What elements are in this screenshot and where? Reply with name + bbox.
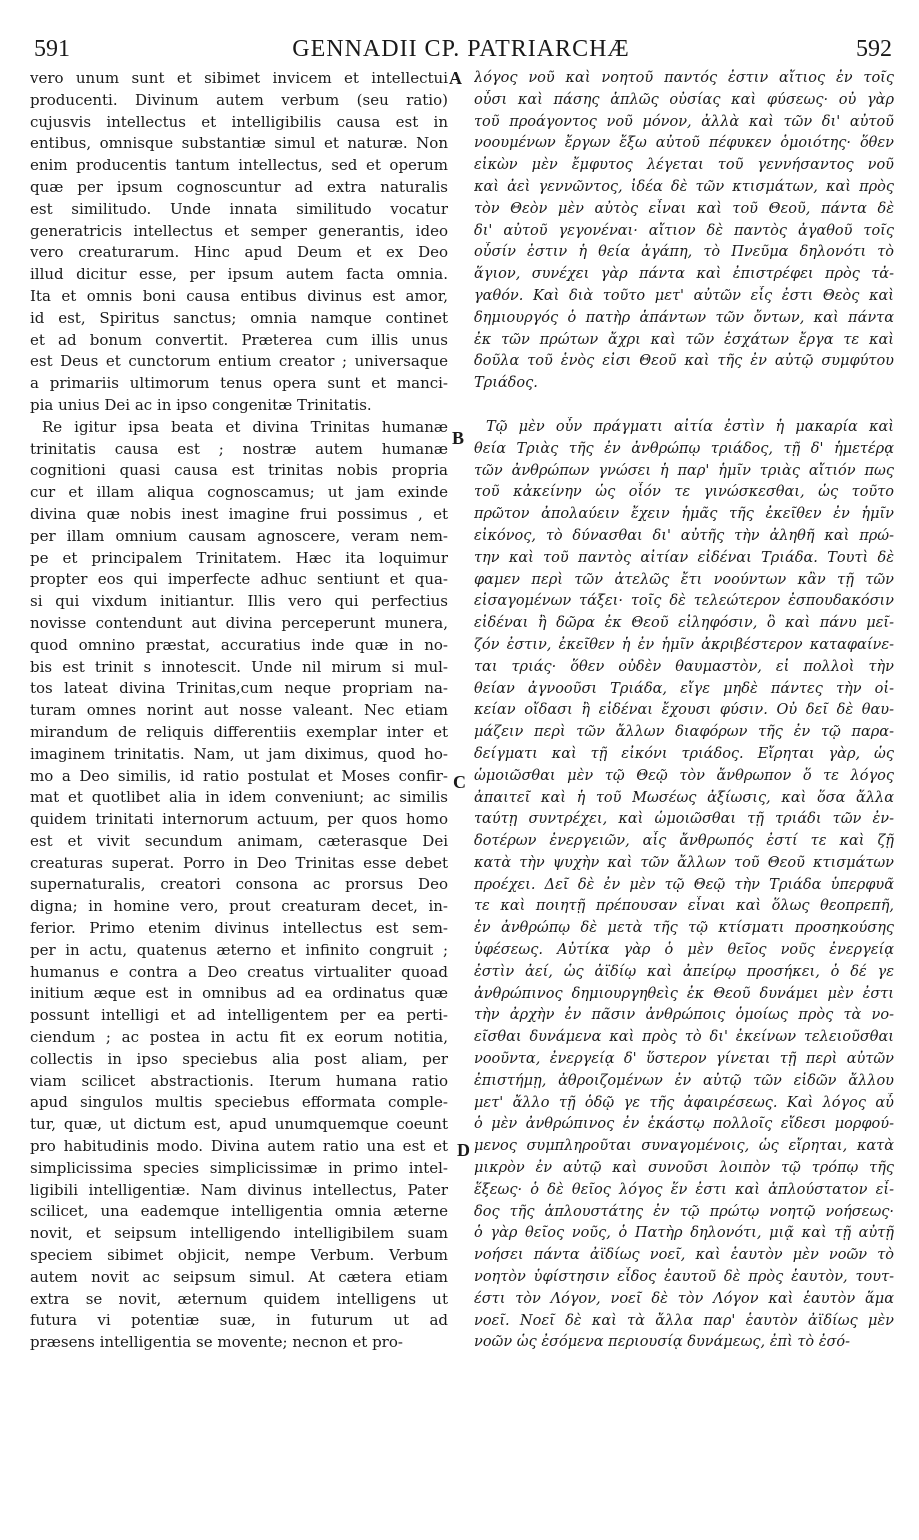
text-line: γαθόν. Καὶ διὰ τοῦτο μετ' αὐτῶν εἷς ἐστι Θεὸς καὶ [474,287,894,304]
text-line: τὴν ἀρχὴν ἐν πᾶσιν ἀνθρώποις ὁμοίως πρὸς τὰ νο- [474,1007,894,1024]
text-line: δείγματι καὶ τῇ εἰκόνι τριάδος. Εἴρηται γὰρ, ὡς [474,745,894,762]
text-line: imaginem trinitatis. Nam, ut jam diximus, quod ho- [30,744,448,763]
latin-column [30,68,448,1354]
text-line: creaturas superat. Porro in Deo Trinitas esse debet [30,853,448,872]
text-line: tur, quæ, ut dictum est, apud unumquemque coeunt [30,1115,448,1134]
text-line: tos lateat divina Trinitas,cum neque propriam na- [30,679,448,698]
text-line: pia unius Dei ac in ipso congenitæ Trinitatis. [30,395,372,414]
text-line: δος τῆς ἁπλουστάτης ἐν τῷ πρώτῳ νοητῷ νοήσεως· [474,1203,894,1220]
text-line: trinitatis causa est ; nostræ autem humanæ [30,439,448,458]
text-line: humanus e contra a Deo creatus virtualiter quoad [30,962,448,981]
text-line: scilicet, una eademque intelligentia omnia æterne [30,1202,448,1221]
text-line: propter eos qui imperfecte adhuc sentiunt et qua- [30,570,448,589]
text-line: ligibili intelligentiæ. Nam divinus intellectus, Pater [30,1180,448,1199]
text-line: entibus, omnisque substantiæ simul et naturæ. Non [30,134,448,153]
text-line: εῖσθαι δυνάμενα καὶ πρὸς τὸ δι' ἐκείνων τελειοῦσθαι [474,1029,894,1046]
text-line: per in actu, quatenus æterno et infinito congruit ; [30,940,448,959]
running-title: GENNADII CP. PATRIARCHÆ [292,36,630,62]
text-line: mo a Deo similis, id ratio postulat et Moses confir- [30,766,448,785]
text-line: ὁ γὰρ θεῖος νοῦς, ὁ Πατὴρ δηλονότι, μιᾷ καὶ τῇ αὐτῇ [474,1225,894,1242]
text-line: εἰκὼν μὲν ἔμφυτος λέγεται τοῦ γεννήσαντος νοῦ [474,157,894,174]
text-line: ciendum ; ac postea in actu fit ex eorum notitia, [30,1028,448,1047]
text-line: δοῦλα τοῦ ἑνὸς εἰσι Θεοῦ καὶ τῆς ἐν αὐτῷ συμφύτου [474,353,894,370]
text-line: si qui vixdum initiantur. Illis vero qui perfectius [30,592,448,611]
text-line: mirandum de reliquis differentiis exemplar inter et [30,722,448,741]
text-line: vero creaturarum. Hinc apud Deum et ex Deo [30,243,448,262]
text-line: est et vivit secundum animam, cæterasque Dei [30,831,448,850]
text-line: Τριάδος. [474,375,538,392]
text-line: εἰδέναι ἢ δῶρα ἐκ Θεοῦ εἰληφόσιν, ὃ καὶ πάνυ μεῖ- [474,615,894,632]
margin-marker-c: C [453,772,466,792]
text-line: est similitudo. Unde innata similitudo vocatur [30,199,448,218]
text-line: νοήσει πάντα ἀϊδίως νοεῖ, καὶ ἑαυτὸν μὲν νοῶν τὸ [474,1247,894,1264]
greek-paragraph [474,68,894,395]
text-line: producenti. Divinum autem verbum (seu ratio) [30,90,448,109]
text-line: viam scilicet abstractionis. Iterum humana ratio [30,1071,448,1090]
text-line: ὁ μὲν ἀνθρώπινος ἐν ἑκάστῳ πολλοῖς εἴδεσι μορφού- [474,1116,894,1133]
text-line: λόγος νοῦ καὶ νοητοῦ παντός ἐστιν αἴτιος ἐν τοῖς [474,70,894,86]
text-line: cognitioni quasi causa est trinitas nobis propria [30,461,448,480]
text-line: possunt intelligi et ad intelligentem per ea perti- [30,1006,448,1025]
text-line: φαμεν περὶ τῶν ἀτελῶς ἔτι νοούντων κἂν τῇ τῶν [474,571,894,588]
text-line: speciem sibimet objicit, nempe Verbum. Verbum [30,1246,448,1265]
text-line: νοῶν ὡς ἐσόμενα περιουσίᾳ δυνάμεως, ἐπὶ τὸ ἐσό- [474,1334,851,1351]
margin-marker-b: B [452,428,465,448]
text-line: ται τριάς· ὅθεν οὐδὲν θαυμαστὸν, εἰ πολλοὶ τὴν [474,658,894,675]
text-line: μενος συμπληροῦται συναγομένοις, ὡς εἴρηται, κατὰ [474,1138,894,1155]
text-line: cur et illam aliqua cognoscamus; ut jam exinde [30,483,448,502]
latin-paragraph [30,417,448,1354]
text-line: quod omnino præstat, accuratius inde quæ in no- [30,635,448,654]
text-line: μετ' ἄλλο τῇ ὁδῷ γε τῆς ἀφαιρέσεως. Καὶ λόγος αὖ [474,1094,894,1111]
text-line: præsens intelligentia se movente; necnon et pro- [30,1333,403,1352]
text-line: quidem trinitati internorum actuum, per quos homo [30,810,448,829]
text-line: digna; in homine vero, prout creaturam decet, in- [30,897,448,916]
text-line: bis est trinit s innotescit. Unde nil mirum si mul- [30,657,448,676]
text-line: mat et quotlibet alia in idem conveniunt; ac similis [30,788,448,807]
text-line: οὖσίν ἐστιν ἡ θεία ἀγάπη, τὸ Πνεῦμα δηλονότι τὸ [474,244,894,261]
text-line: simplicissima species simplicissimæ in primo intel- [30,1158,448,1177]
text-line: θεία Τριὰς τῆς ἐν ἀνθρώπῳ τριάδος, τῇ δ' ἡμετέρᾳ [474,440,894,457]
greek-paragraph [474,417,894,1354]
running-header [30,34,892,64]
text-line: turam omnes norint aut nosse valeant. Nec etiam [30,701,448,720]
text-line: ζόν ἐστιν, ἐκεῖθεν ἡ ἐν ἡμῖν ἀκριβέστερον καταφαίνε- [474,636,894,653]
latin-paragraph [30,68,448,417]
text-line: ferior. Primo etenim divinus intellectus est sem- [30,919,448,938]
text-line: id est, Spiritus sanctus; omnia namque continet [30,308,448,327]
paragraph-gap [474,395,894,417]
text-line: initium æque est in omnibus ad ea ordinatus quæ [30,984,448,1003]
text-line: et ad bonum convertit. Præterea cum illis unus [30,330,448,349]
text-line: quæ per ipsum cognoscuntur ad extra naturalis [30,177,448,196]
text-line: Ita et omnis boni causa entibus divinus est amor, [30,286,448,305]
margin-marker-d: D [457,1140,470,1160]
text-line: ἐν ἀνθρώπῳ δὲ μετὰ τῆς τῷ κτίσματι προσηκούσης [474,920,894,937]
text-line: τῶν ἀνθρώπων γνώσει ἡ παρ' ἡμῖν τριὰς αἴτιόν πως [474,462,894,479]
text-line: μικρὸν ἐν αὐτῷ καὶ συνοῦσι λοιπὸν τῷ τρόπῳ τῆς [474,1160,894,1177]
text-line: Re igitur ipsa beata et divina Trinitas humanæ [42,417,448,436]
text-line: νοεῖ. Νοεῖ δὲ καὶ τὰ ἄλλα παρ' ἑαυτὸν ἀϊδίως μὲν [474,1312,894,1329]
text-line: supernaturalis, creatori consona ac prorsus Deo [30,875,448,894]
text-line: ὑφέσεως. Αὐτίκα γὰρ ὁ μὲν θεῖος νοῦς ἐνεργείᾳ [474,942,894,959]
text-line: προέχει. Δεῖ δὲ ἐν μὲν τῷ Θεῷ τὴν Τριάδα ὑπερφυᾶ [474,876,894,893]
text-line: την καὶ τοῦ παντὸς αἰτίαν εἰδέναι Τριάδα. Τουτὶ δὲ [474,549,894,566]
text-line: κατὰ τὴν ψυχὴν καὶ τῶν ἄλλων τοῦ Θεοῦ κτισμάτων [474,854,894,871]
text-line: τε καὶ ποιητῇ πρέπουσαν εἶναι καὶ ὅλως θεοπρεπῆ, [474,898,894,915]
text-line: per illam omnium causam agnoscere, veram nem- [30,526,448,545]
text-line: ἕξεως· ὁ δὲ θεῖος λόγος ἕν ἐστι καὶ ἁπλούστατον εἶ- [474,1181,894,1198]
margin-marker-a: A [449,68,462,88]
text-line: futura vi potentiæ suæ, in futurum ut ad [30,1311,448,1330]
text-line: εἰκόνος, τὸ δύνασθαι δι' αὐτῆς τὴν ἀληθῆ καὶ πρώ- [474,527,894,544]
text-line: ἅγιον, συνέχει γὰρ πάντα καὶ ἐπιστρέφει πρὸς τἀ- [474,266,894,283]
text-line: έστι τὸν Λόγον, νοεῖ δὲ τὸν Λόγον καὶ ἑαυτὸν ἅμα [474,1290,894,1307]
text-line: generatricis intellectus et semper generantis, ideo [30,221,448,240]
greek-column [474,68,894,1354]
text-line: a primariis ultimorum tenus opera sunt et manci- [30,374,448,393]
text-line: τοῦ προάγοντος νοῦ μόνον, ἀλλὰ καὶ τῶν δι' αὐτοῦ [474,113,894,130]
text-line: δημιουργός ὁ πατὴρ ἁπάντων τῶν ὄντων, καὶ πάντα [474,309,894,326]
text-line: δι' αὐτοῦ γεγονέναι· αἴτιον δὲ παντὸς ἀγαθοῦ τοῖς [474,222,894,239]
text-line: collectis in ipso speciebus alia post aliam, per [30,1049,448,1068]
text-line: νοητὸν ὑφίστησιν εἶδος ἑαυτοῦ δὲ πρὸς ἑαυτὸν, τουτ- [474,1269,894,1286]
text-line: ὡμοιῶσθαι μὲν τῷ Θεῷ τὸν ἄνθρωπον ὅ τε λόγος [474,767,894,784]
text-line: θείαν ἀγνοοῦσι Τριάδα, εἴγε μηδὲ πάντες τὴν οἰ- [474,680,894,697]
text-line: novit, et seipsum intelligendo intelligibilem suam [30,1224,448,1243]
text-line: est Deus et cunctorum entium creator ; universaque [30,352,448,371]
text-line: νοουμένων ἔργων ἔξω αὐτοῦ πέφυκεν ὁμοιότης· ὅθεν [474,135,894,152]
text-line: νοοῦντα, ἐνεργείᾳ δ' ὕστερον γίνεται τῇ περὶ αὐτῶν [474,1051,894,1068]
text-line: ἐστὶν ἀεί, ὡς ἀϊδίῳ καὶ ἀπείρῳ προσήκει, ὁ δέ γε [474,963,894,980]
page-number-left: 591 [34,36,70,62]
text-line: ταύτῃ συντρέχει, καὶ ὡμοιῶσθαι τῇ τριάδι τῶν ἐν- [474,811,894,828]
text-line: πρῶτον ἀπολαύειν ἔχειν ἡμᾶς τῆς ἐκεῖθεν ἐν ἡμῖν [474,506,894,523]
text-line: ἀπαιτεῖ καὶ ἡ τοῦ Μωσέως ἀξίωσις, καὶ ὅσα ἄλλα [474,789,894,806]
page-number-right: 592 [856,36,892,62]
text-line: κείαν οἴδασι ἢ εἰδέναι ἔχουσι φύσιν. Οὐ δεῖ δὲ θαυ- [474,702,894,719]
text-line: novisse contendunt aut divina perceperunt munera, [30,613,448,632]
text-line: ἀνθρώπινος δημιουργηθεὶς ἐκ Θεοῦ δυνάμει μὲν ἐστι [474,985,894,1002]
text-line: apud singulos multis speciebus efformata comple- [30,1093,448,1112]
text-line: εἰσαγομένων τάξει· τοῖς δὲ τελεώτερον ἐσπουδακόσιν [474,593,894,610]
text-line: pe et principalem Trinitatem. Hæc ita loquimur [30,548,448,567]
text-line: cujusvis intellectus et intelligibilis causa est in [30,112,448,131]
text-line: ἐπιστήμῃ, ἀθροιζομένων ἐν αὐτῷ τῶν εἰδῶν ἄλλου [474,1072,894,1089]
text-line: τοῦ κἀκείνην ὡς οἷόν τε γινώσκεσθαι, ὡς τοῦτο [474,484,894,501]
text-line: ἐκ τῶν πρώτων ἄχρι καὶ τῶν ἐσχάτων ἔργα τε καὶ [474,331,894,348]
text-line: μάζειν περὶ τῶν ἄλλων διαφόρων τῆς ἐν τῷ παρα- [474,724,894,741]
text-line: autem novit ac seipsum simul. At cætera etiam [30,1267,448,1286]
text-line: enim producentis tantum intellectus, sed et operum [30,156,448,175]
text-line: vero unum sunt et sibimet invicem et intellectui [30,69,448,87]
text-line: καὶ ἀεὶ γεννῶντος, ἰδέα δὲ τῶν κτισμάτων, καὶ πρὸς [474,178,894,195]
text-line: τὸν Θεὸν μὲν αὐτὸς εἶναι καὶ τοῦ Θεοῦ, πάντα δὲ [474,200,894,217]
text-line: extra se novit, æternum quidem intelligens ut [30,1289,448,1308]
text-line: pro habitudinis modo. Divina autem ratio una est et [30,1137,448,1156]
text-line: δοτέρων ἐνεργειῶν, αἷς ἄνθρωπός ἐστί τε καὶ ζῇ [474,833,894,850]
text-line: illud dicitur esse, per ipsum autem facta omnia. [30,265,448,284]
text-line: divina quæ nobis inest imagine frui possimus , et [30,504,448,523]
text-line: οὖσι καὶ πάσης ἁπλῶς οὐσίας καὶ φύσεως· οὐ γὰρ [474,91,894,108]
text-line: Τῷ μὲν οὖν πράγματι αἰτία ἐστὶν ἡ μακαρία καὶ [486,418,894,435]
